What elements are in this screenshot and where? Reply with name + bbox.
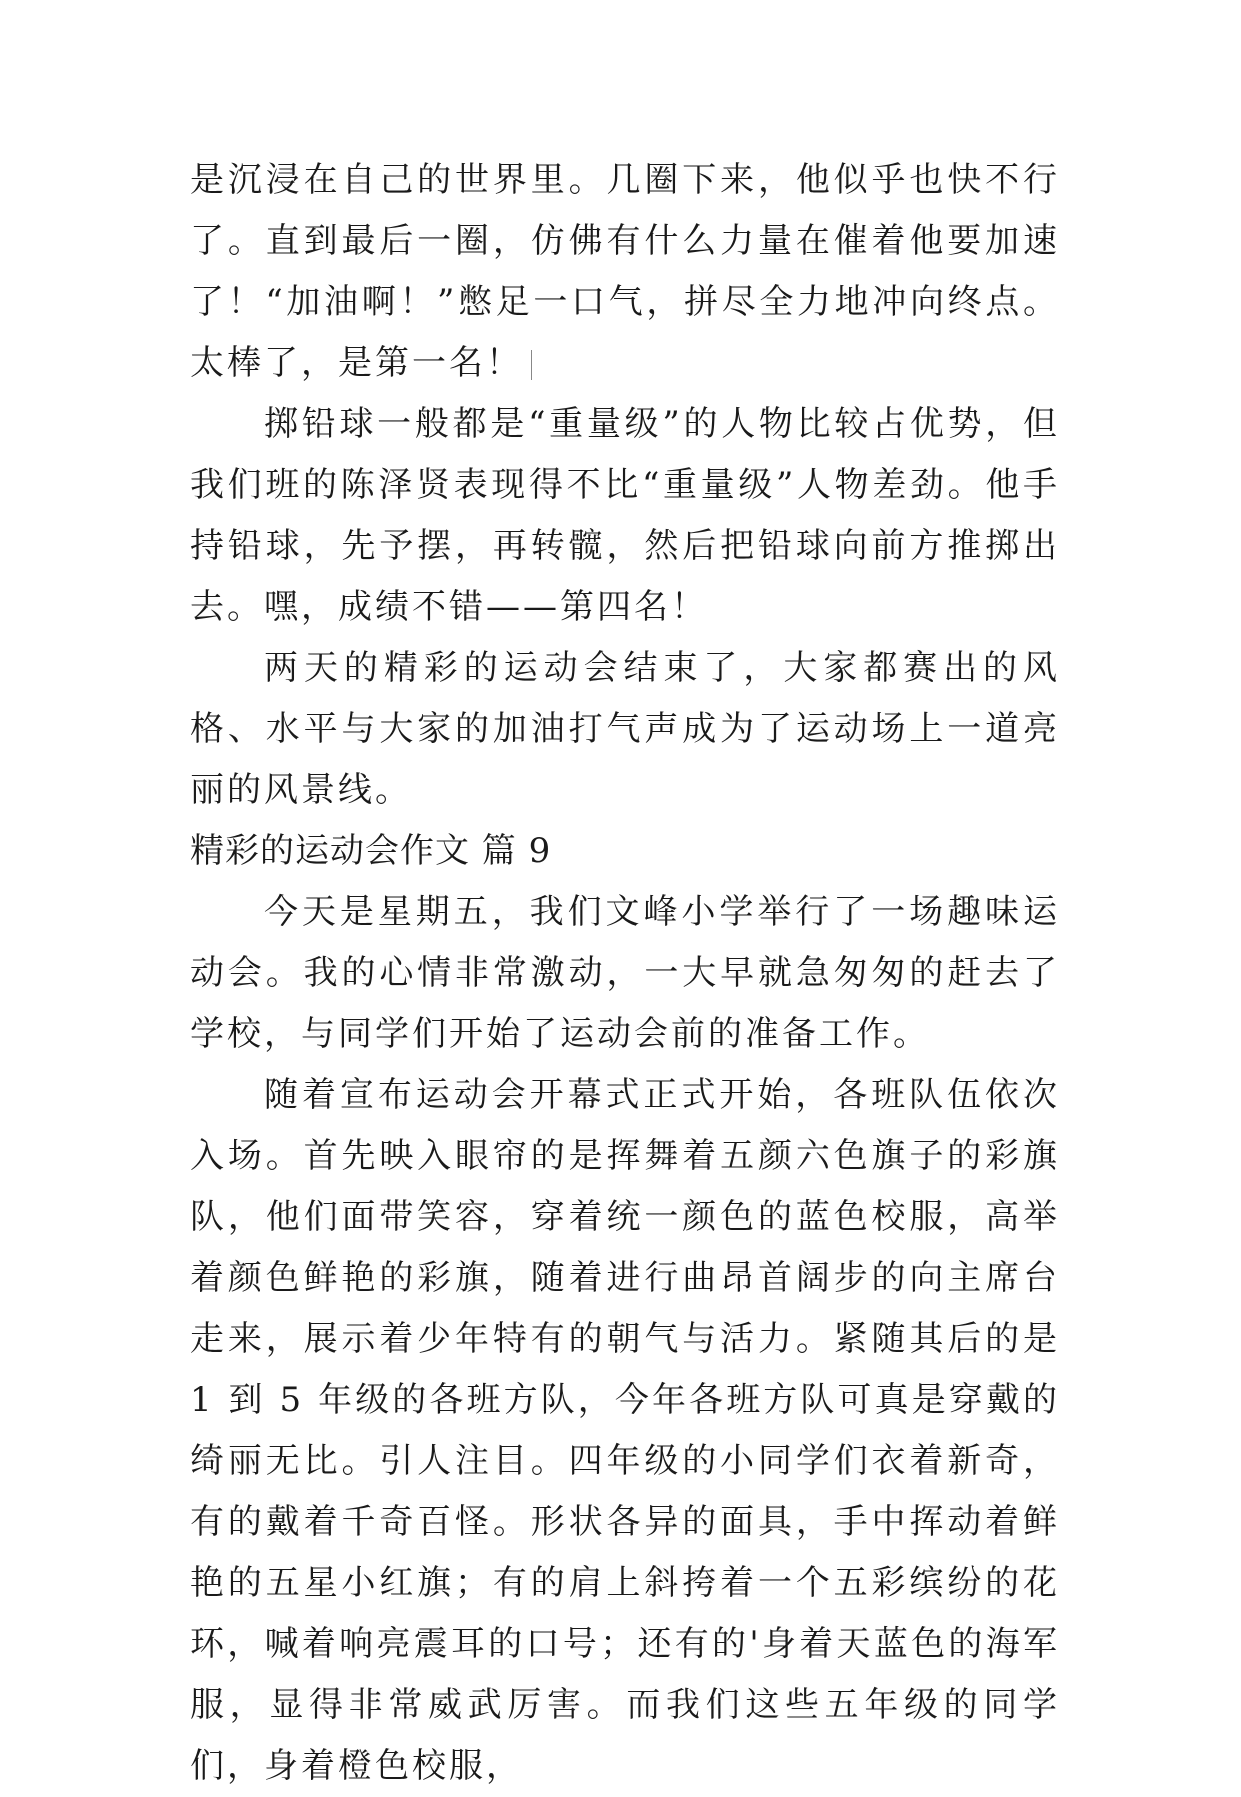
document-body	[190, 150, 1060, 1797]
paragraph-shot-put: 掷铅球一般都是“重量级”的人物比较占优势，但我们班的陈泽贤表现得不比“重量级”人物差劲。他手持铅球，先予摆，再转髋，然后把铅球向前方推掷出去。嘿，成绩不错——第四名！	[190, 404, 1060, 627]
paragraph-opening-ceremony: 随着宣布运动会开幕式正式开始，各班队伍依次入场。首先映入眼帘的是挥舞着五颜六色旗子的彩旗队，他们面带笑容，穿着统一颜色的蓝色校服，高举着颜色鲜艳的彩旗，随着进行曲昂首阔步的向主席台走来，展示着少年特有的朝气与活力。紧随其后的是 1 到 5 年级的各班方队，今年各班方队可真是穿戴的绮丽无比。引人注目。四年级的小同学们衣着新奇，有的戴着千奇百怪。形状各异的面具，手中挥动着鲜艳的五星小红旗；有的肩上斜挎着一个五彩缤纷的花环，喊着响亮震耳的口号；还有的'身着天蓝色的海军服，显得非常威武厉害。而我们这些五年级的同学们，身着橙色校服，	[190, 1075, 1060, 1786]
paragraph-conclusion: 两天的精彩的运动会结束了，大家都赛出的风格、水平与大家的加油打气声成为了运动场上一道亮丽的风景线。	[190, 648, 1060, 810]
paragraph-shot-put-ending	[190, 150, 1060, 394]
essay-heading: 精彩的运动会作文 篇 9	[190, 831, 552, 871]
paragraph-intro: 今天是星期五，我们文峰小学举行了一场趣味运动会。我的心情非常激动，一大早就急匆匆的赶去了学校，与同学们开始了运动会前的准备工作。	[190, 892, 1060, 1054]
text-cursor	[531, 350, 532, 380]
paragraph-text: 是沉浸在自己的世界里。几圈下来，他似乎也快不行了。直到最后一圈，仿佛有什么力量在催着他要加速了！“加油啊！”憋足一口气，拼尽全力地冲向终点。太棒了，是第一名！	[190, 160, 1060, 383]
